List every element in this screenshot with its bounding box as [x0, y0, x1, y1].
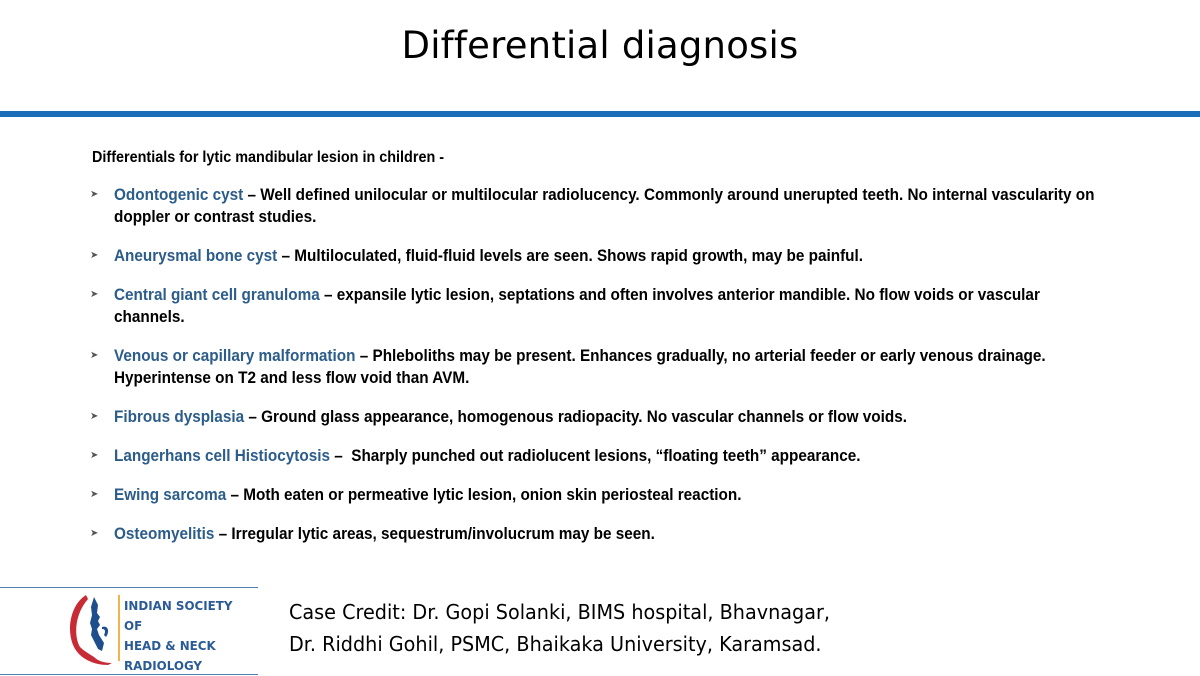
list-item: ➤ Venous or capillary malformation – Phleboliths may be present. Enhances gradually, no arterial feeder or early venous drainage. Hyperintense on T2 and less flow void than AVM. [90, 346, 1046, 387]
item-term: Venous or capillary malformation [114, 346, 356, 365]
credit-line-2: Dr. Riddhi Gohil, PSMC, Bhaikaka University, Karamsad. [289, 632, 822, 656]
list-item: ➤ Odontogenic cyst – Well defined unilocular or multilocular radiolucency. Commonly around unerupted teeth. No internal vascularity on doppler or contrast studies. [90, 185, 1095, 226]
item-term: Fibrous dysplasia [114, 407, 245, 426]
society-logo-box [0, 587, 258, 675]
item-term: Odontogenic cyst [114, 185, 244, 204]
item-description: expansile lytic lesion, septations and often involves anterior mandible. No flow voids or vascular channels. [114, 285, 1040, 326]
logo-divider [118, 595, 120, 661]
item-description: Well defined unilocular or multilocular radiolucency. Commonly around unerupted teeth. No internal vascularity on doppler or contrast studies. [114, 185, 1095, 226]
arrowhead-bullet-icon: ➤ [90, 528, 99, 539]
item-term: Osteomyelitis [114, 524, 215, 543]
case-credit [289, 596, 830, 660]
item-description: Multiloculated, fluid-fluid levels are seen. Shows rapid growth, may be painful. [294, 246, 864, 265]
arrowhead-bullet-icon: ➤ [90, 289, 99, 300]
arrowhead-bullet-icon: ➤ [90, 250, 99, 261]
differentials-list [90, 184, 1200, 562]
item-term: Aneurysmal bone cyst [114, 246, 278, 265]
list-item: ➤ Langerhans cell Histiocytosis – Sharply punched out radiolucent lesions, “floating teeth” appearance. [90, 446, 861, 465]
list-item: ➤ Ewing sarcoma – Moth eaten or permeative lytic lesion, onion skin periosteal reaction. [90, 485, 742, 504]
list-item: ➤ Aneurysmal bone cyst – Multiloculated, fluid-fluid levels are seen. Shows rapid growth, may be painful. [90, 246, 864, 265]
intro-heading: Differentials for lytic mandibular lesion in children - [92, 149, 445, 166]
item-description: Moth eaten or permeative lytic lesion, onion skin periosteal reaction. [243, 485, 742, 504]
arrowhead-bullet-icon: ➤ [90, 411, 99, 422]
arrowhead-bullet-icon: ➤ [90, 450, 99, 461]
item-description: Sharply punched out radiolucent lesions, “floating teeth” appearance. [351, 446, 861, 465]
arrowhead-bullet-icon: ➤ [90, 489, 99, 500]
list-item: ➤ Central giant cell granuloma – expansile lytic lesion, septations and often involves anterior mandible. No flow voids or vascular channels. [90, 285, 1040, 326]
item-term: Central giant cell granuloma [114, 285, 320, 304]
slide-title: Differential diagnosis [401, 24, 799, 67]
credit-line-1: Case Credit: Dr. Gopi Solanki, BIMS hospital, Bhavnagar, [289, 600, 830, 624]
item-term: Langerhans cell Histiocytosis [114, 446, 330, 465]
item-description: Irregular lytic areas, sequestrum/involucrum may be seen. [231, 524, 655, 543]
item-term: Ewing sarcoma [114, 485, 227, 504]
item-description: Ground glass appearance, homogenous radiopacity. No vascular channels or flow voids. [261, 407, 907, 426]
item-description: Phleboliths may be present. Enhances gradually, no arterial feeder or early venous drainage. Hyperintense on T2 and less flow void than AVM. [114, 346, 1046, 387]
society-name: INDIAN SOCIETY OF HEAD & NECK RADIOLOGY [124, 598, 233, 673]
list-item: ➤ Fibrous dysplasia – Ground glass appearance, homogenous radiopacity. No vascular channels or flow voids. [90, 407, 907, 426]
list-item: ➤ Osteomyelitis – Irregular lytic areas, sequestrum/involucrum may be seen. [90, 524, 655, 543]
arrowhead-bullet-icon: ➤ [90, 350, 99, 361]
isnhr-logo-icon [64, 591, 116, 671]
header-divider [0, 111, 1200, 117]
arrowhead-bullet-icon: ➤ [90, 189, 99, 200]
